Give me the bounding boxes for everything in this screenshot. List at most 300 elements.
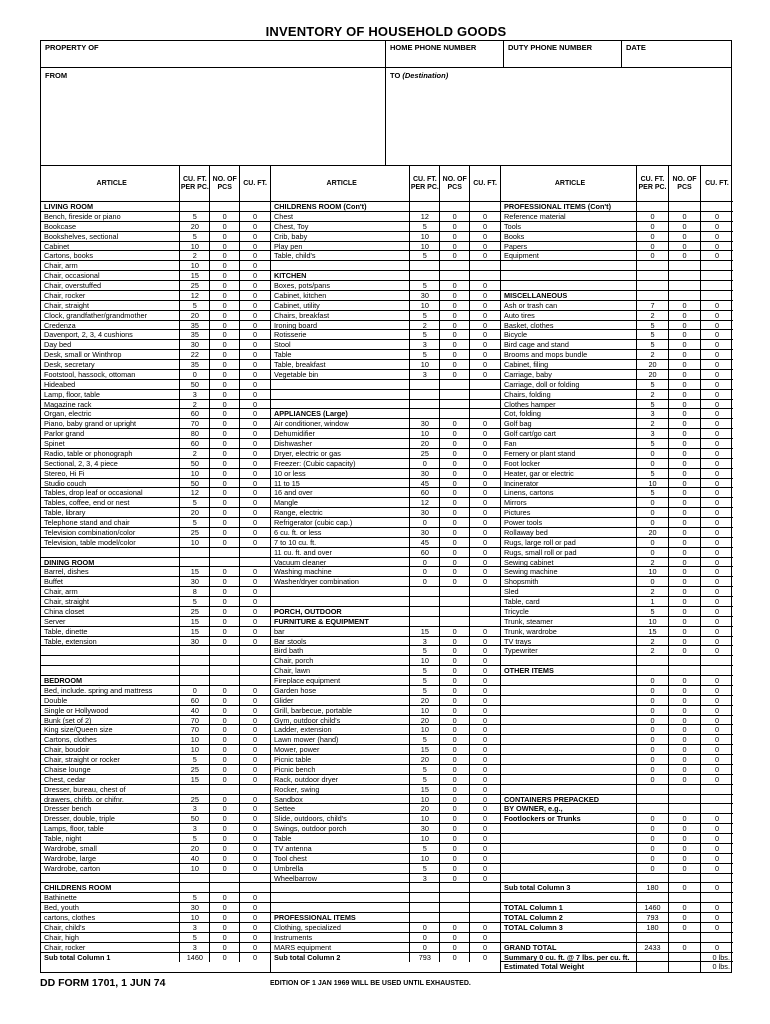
no-of-pcs-cell[interactable]: 0 <box>210 716 240 725</box>
no-of-pcs-cell[interactable]: 0 <box>669 646 701 655</box>
no-of-pcs-cell[interactable] <box>669 953 701 962</box>
cu-ft-per-pc-cell <box>637 933 669 942</box>
no-of-pcs-cell[interactable]: 0 <box>669 449 701 458</box>
article-cell <box>501 745 637 754</box>
no-of-pcs-cell[interactable]: 0 <box>669 370 701 379</box>
no-of-pcs-cell[interactable]: 0 <box>210 390 240 399</box>
no-of-pcs-cell[interactable]: 0 <box>210 567 240 576</box>
no-of-pcs-cell[interactable]: 0 <box>669 508 701 517</box>
no-of-pcs-cell[interactable]: 0 <box>669 735 701 744</box>
no-of-pcs-cell[interactable] <box>669 874 701 883</box>
no-of-pcs-cell[interactable]: 0 <box>669 725 701 734</box>
no-of-pcs-cell[interactable] <box>669 656 701 665</box>
no-of-pcs-cell[interactable]: 0 <box>669 212 701 221</box>
no-of-pcs-cell[interactable]: 0 <box>210 439 240 448</box>
no-of-pcs-cell[interactable] <box>440 597 470 606</box>
no-of-pcs-cell[interactable]: 0 <box>440 656 470 665</box>
no-of-pcs-cell[interactable] <box>210 558 240 567</box>
cu-ft-per-pc-cell: 0 <box>637 498 669 507</box>
no-of-pcs-cell[interactable]: 0 <box>210 498 240 507</box>
no-of-pcs-cell[interactable]: 0 <box>210 419 240 428</box>
no-of-pcs-cell[interactable]: 0 <box>669 498 701 507</box>
no-of-pcs-cell[interactable]: 0 <box>210 923 240 932</box>
no-of-pcs-cell[interactable]: 0 <box>669 834 701 843</box>
no-of-pcs-cell[interactable] <box>440 587 470 596</box>
no-of-pcs-cell[interactable]: 0 <box>440 498 470 507</box>
from-field[interactable] <box>41 68 386 165</box>
no-of-pcs-cell[interactable]: 0 <box>669 864 701 873</box>
no-of-pcs-cell[interactable] <box>440 380 470 389</box>
cu-ft-cell: 0 <box>483 478 488 488</box>
no-of-pcs-cell[interactable]: 0 <box>210 251 240 260</box>
no-of-pcs-cell[interactable]: 0 <box>210 933 240 942</box>
cu-ft-cell: 0 <box>253 330 258 340</box>
no-of-pcs-cell[interactable]: 0 <box>440 725 470 734</box>
no-of-pcs-cell[interactable]: 0 <box>210 291 240 300</box>
no-of-pcs-cell[interactable]: 0 <box>669 439 701 448</box>
no-of-pcs-cell[interactable]: 0 <box>210 755 240 764</box>
no-of-pcs-cell[interactable] <box>669 666 701 675</box>
cu-ft-per-pc-cell: 0 <box>637 735 669 744</box>
no-of-pcs-cell[interactable]: 0 <box>669 469 701 478</box>
no-of-pcs-cell[interactable]: 0 <box>440 795 470 804</box>
no-of-pcs-cell[interactable]: 0 <box>669 548 701 557</box>
no-of-pcs-cell[interactable]: 0 <box>440 538 470 547</box>
no-of-pcs-cell[interactable]: 0 <box>440 706 470 715</box>
no-of-pcs-cell[interactable]: 0 <box>210 597 240 606</box>
no-of-pcs-cell[interactable] <box>669 933 701 942</box>
no-of-pcs-cell[interactable] <box>210 202 240 211</box>
no-of-pcs-cell[interactable]: 0 <box>440 469 470 478</box>
inventory-row <box>41 893 270 903</box>
no-of-pcs-cell[interactable]: 0 <box>669 409 701 418</box>
no-of-pcs-cell[interactable]: 0 <box>669 686 701 695</box>
no-of-pcs-cell[interactable]: 0 <box>210 844 240 853</box>
cu-ft-per-pc-cell <box>180 874 210 883</box>
no-of-pcs-cell[interactable]: 0 <box>210 795 240 804</box>
no-of-pcs-cell[interactable]: 0 <box>210 311 240 320</box>
no-of-pcs-cell[interactable]: 0 <box>669 528 701 537</box>
no-of-pcs-cell[interactable]: 0 <box>440 301 470 310</box>
inventory-row <box>41 854 270 864</box>
no-of-pcs-cell[interactable] <box>440 400 470 409</box>
no-of-pcs-cell[interactable]: 0 <box>440 676 470 685</box>
no-of-pcs-cell[interactable]: 0 <box>210 775 240 784</box>
no-of-pcs-cell[interactable]: 0 <box>440 232 470 241</box>
cu-ft-per-pc-cell: 15 <box>410 745 440 754</box>
no-of-pcs-cell[interactable]: 0 <box>440 242 470 251</box>
no-of-pcs-cell[interactable]: 0 <box>669 627 701 636</box>
no-of-pcs-cell[interactable]: 0 <box>440 360 470 369</box>
inventory-row <box>41 874 270 884</box>
cu-ft-per-pc-cell: 10 <box>180 735 210 744</box>
no-of-pcs-cell[interactable]: 0 <box>669 380 701 389</box>
no-of-pcs-cell[interactable] <box>440 903 470 912</box>
no-of-pcs-cell[interactable]: 0 <box>669 607 701 616</box>
no-of-pcs-cell[interactable]: 0 <box>669 745 701 754</box>
no-of-pcs-cell[interactable]: 0 <box>440 311 470 320</box>
no-of-pcs-cell[interactable] <box>669 281 701 290</box>
to-field[interactable] <box>386 68 731 165</box>
home-phone-field[interactable] <box>386 41 504 67</box>
no-of-pcs-cell[interactable]: 0 <box>669 222 701 231</box>
no-of-pcs-cell[interactable]: 0 <box>210 587 240 596</box>
no-of-pcs-cell[interactable]: 0 <box>669 706 701 715</box>
no-of-pcs-cell[interactable]: 0 <box>669 400 701 409</box>
no-of-pcs-cell[interactable]: 0 <box>440 528 470 537</box>
no-of-pcs-cell[interactable]: 0 <box>440 765 470 774</box>
no-of-pcs-cell[interactable]: 0 <box>440 933 470 942</box>
inventory-row <box>41 291 270 301</box>
article-header: ARTICLE <box>41 166 180 201</box>
cu-ft-per-pc-cell: 7 <box>637 301 669 310</box>
no-of-pcs-cell[interactable] <box>440 271 470 280</box>
no-of-pcs-cell[interactable] <box>440 261 470 270</box>
no-of-pcs-cell[interactable]: 0 <box>210 479 240 488</box>
inventory-row <box>501 785 733 795</box>
no-of-pcs-cell[interactable]: 0 <box>669 587 701 596</box>
no-of-pcs-cell[interactable]: 0 <box>440 548 470 557</box>
no-of-pcs-cell[interactable]: 0 <box>210 528 240 537</box>
no-of-pcs-cell[interactable]: 0 <box>440 735 470 744</box>
article-cell: Foot locker <box>501 459 637 468</box>
no-of-pcs-cell[interactable]: 0 <box>210 360 240 369</box>
no-of-pcs-cell[interactable]: 0 <box>210 271 240 280</box>
no-of-pcs-cell[interactable]: 0 <box>440 814 470 823</box>
no-of-pcs-cell[interactable]: 0 <box>440 943 470 952</box>
no-of-pcs-cell[interactable]: 0 <box>210 340 240 349</box>
no-of-pcs-cell[interactable]: 0 <box>440 627 470 636</box>
no-of-pcs-cell[interactable]: 0 <box>669 814 701 823</box>
no-of-pcs-cell[interactable] <box>210 656 240 665</box>
no-of-pcs-cell[interactable]: 0 <box>440 834 470 843</box>
cu-ft-per-pc-cell: 0 <box>637 459 669 468</box>
no-of-pcs-cell[interactable]: 0 <box>440 824 470 833</box>
no-of-pcs-cell[interactable]: 0 <box>210 814 240 823</box>
duty-phone-field[interactable] <box>504 41 622 67</box>
no-of-pcs-cell[interactable]: 0 <box>210 508 240 517</box>
no-of-pcs-cell[interactable]: 0 <box>210 350 240 359</box>
inventory-row <box>41 745 270 755</box>
no-of-pcs-cell[interactable] <box>210 548 240 557</box>
article-cell: Glider <box>271 696 410 705</box>
cu-ft-cell: 0 <box>714 251 720 261</box>
inventory-row <box>271 696 500 706</box>
no-of-pcs-cell[interactable]: 0 <box>669 301 701 310</box>
no-of-pcs-cell[interactable]: 0 <box>210 301 240 310</box>
no-of-pcs-cell[interactable]: 0 <box>440 281 470 290</box>
no-of-pcs-cell[interactable]: 0 <box>210 617 240 626</box>
no-of-pcs-cell[interactable]: 0 <box>669 242 701 251</box>
no-of-pcs-cell[interactable]: 0 <box>440 479 470 488</box>
article-cell: Pictures <box>501 508 637 517</box>
no-of-pcs-cell[interactable]: 0 <box>210 854 240 863</box>
no-of-pcs-cell[interactable]: 0 <box>440 577 470 586</box>
cu-ft-cell: 0 <box>714 518 720 527</box>
cu-ft-cell: 0 <box>253 705 258 715</box>
cu-ft-per-pc-cell: 30 <box>410 508 440 517</box>
no-of-pcs-cell[interactable]: 0 <box>210 400 240 409</box>
no-of-pcs-cell[interactable]: 0 <box>210 745 240 754</box>
no-of-pcs-cell[interactable]: 0 <box>210 281 240 290</box>
no-of-pcs-cell[interactable] <box>440 883 470 892</box>
no-of-pcs-cell[interactable]: 0 <box>669 903 701 912</box>
article-cell <box>271 883 410 892</box>
no-of-pcs-cell[interactable]: 0 <box>669 577 701 586</box>
no-of-pcs-cell[interactable]: 0 <box>210 824 240 833</box>
article-cell: Bird cage and stand <box>501 340 637 349</box>
cu-ft-cell: 0 <box>253 755 258 764</box>
no-of-pcs-cell[interactable]: 0 <box>210 321 240 330</box>
no-of-pcs-cell[interactable]: 0 <box>440 508 470 517</box>
no-of-pcs-cell[interactable]: 0 <box>440 567 470 576</box>
no-of-pcs-cell[interactable]: 0 <box>210 893 240 902</box>
no-of-pcs-cell[interactable]: 0 <box>669 716 701 725</box>
no-of-pcs-cell[interactable] <box>669 804 701 813</box>
no-of-pcs-cell[interactable]: 0 <box>669 558 701 567</box>
article-cell: Chair, straight <box>41 597 180 606</box>
no-of-pcs-cell[interactable] <box>669 202 701 211</box>
no-of-pcs-cell[interactable]: 0 <box>440 785 470 794</box>
no-of-pcs-cell[interactable] <box>210 676 240 685</box>
no-of-pcs-cell[interactable] <box>440 913 470 922</box>
no-of-pcs-cell[interactable]: 0 <box>210 725 240 734</box>
article-cell: KITCHEN <box>271 271 410 280</box>
no-of-pcs-cell[interactable]: 0 <box>440 646 470 655</box>
no-of-pcs-cell[interactable] <box>440 390 470 399</box>
no-of-pcs-cell[interactable] <box>669 795 701 804</box>
no-of-pcs-cell[interactable]: 0 <box>669 419 701 428</box>
no-of-pcs-cell[interactable]: 0 <box>669 854 701 863</box>
no-of-pcs-cell[interactable]: 0 <box>440 291 470 300</box>
cu-ft-cell <box>701 271 733 280</box>
no-of-pcs-cell[interactable]: 0 <box>210 242 240 251</box>
no-of-pcs-cell[interactable]: 0 <box>440 864 470 873</box>
no-of-pcs-cell[interactable]: 0 <box>669 488 701 497</box>
no-of-pcs-cell[interactable] <box>669 261 701 270</box>
no-of-pcs-cell[interactable]: 0 <box>440 745 470 754</box>
inventory-row <box>501 291 733 301</box>
no-of-pcs-cell[interactable]: 0 <box>440 953 470 963</box>
no-of-pcs-cell[interactable]: 0 <box>440 755 470 764</box>
no-of-pcs-cell[interactable]: 0 <box>669 518 701 527</box>
no-of-pcs-cell[interactable] <box>210 666 240 675</box>
no-of-pcs-cell[interactable]: 0 <box>210 518 240 527</box>
no-of-pcs-cell[interactable]: 0 <box>210 706 240 715</box>
no-of-pcs-cell[interactable]: 0 <box>669 844 701 853</box>
no-of-pcs-cell[interactable]: 0 <box>210 449 240 458</box>
cu-ft-per-pc-cell: 0 <box>637 864 669 873</box>
no-of-pcs-cell[interactable]: 0 <box>440 804 470 813</box>
no-of-pcs-cell[interactable]: 0 <box>440 321 470 330</box>
no-of-pcs-cell[interactable]: 0 <box>440 449 470 458</box>
property-of-field[interactable] <box>41 41 386 67</box>
cu-ft-per-pc-cell <box>410 271 440 280</box>
no-of-pcs-cell[interactable]: 0 <box>440 874 470 883</box>
no-of-pcs-cell[interactable] <box>669 962 701 972</box>
no-of-pcs-cell[interactable]: 0 <box>440 488 470 497</box>
no-of-pcs-cell[interactable]: 0 <box>669 429 701 438</box>
no-of-pcs-cell[interactable] <box>440 893 470 902</box>
no-of-pcs-cell[interactable]: 0 <box>440 429 470 438</box>
no-of-pcs-cell[interactable]: 0 <box>669 321 701 330</box>
no-of-pcs-cell[interactable]: 0 <box>669 340 701 349</box>
no-of-pcs-cell[interactable]: 0 <box>210 429 240 438</box>
no-of-pcs-cell[interactable]: 0 <box>440 251 470 260</box>
no-of-pcs-cell[interactable]: 0 <box>440 716 470 725</box>
no-of-pcs-cell[interactable]: 0 <box>440 350 470 359</box>
inventory-row <box>501 567 733 577</box>
inventory-row <box>271 360 500 370</box>
no-of-pcs-cell[interactable]: 0 <box>440 439 470 448</box>
no-of-pcs-cell[interactable]: 0 <box>210 409 240 418</box>
inventory-row <box>501 804 733 814</box>
no-of-pcs-cell[interactable]: 0 <box>440 558 470 567</box>
no-of-pcs-cell[interactable]: 0 <box>669 765 701 774</box>
inventory-row <box>271 755 500 765</box>
no-of-pcs-cell[interactable]: 0 <box>440 330 470 339</box>
inventory-row <box>271 874 500 884</box>
no-of-pcs-cell[interactable]: 0 <box>669 913 701 922</box>
inventory-row <box>271 538 500 548</box>
inventory-row <box>501 409 733 419</box>
no-of-pcs-cell[interactable]: 0 <box>669 923 701 932</box>
no-of-pcs-cell[interactable]: 0 <box>440 844 470 853</box>
no-of-pcs-cell[interactable]: 0 <box>440 775 470 784</box>
article-cell: Footstool, hassock, ottoman <box>41 370 180 379</box>
no-of-pcs-cell[interactable]: 0 <box>210 370 240 379</box>
no-of-pcs-cell[interactable]: 0 <box>440 696 470 705</box>
no-of-pcs-cell[interactable]: 0 <box>210 804 240 813</box>
inventory-row <box>501 251 733 261</box>
no-of-pcs-cell[interactable]: 0 <box>440 370 470 379</box>
no-of-pcs-cell[interactable]: 0 <box>669 330 701 339</box>
no-of-pcs-cell[interactable]: 0 <box>440 923 470 932</box>
no-of-pcs-cell[interactable]: 0 <box>210 686 240 695</box>
no-of-pcs-cell[interactable]: 0 <box>669 479 701 488</box>
no-of-pcs-cell[interactable]: 0 <box>669 883 701 892</box>
no-of-pcs-cell[interactable]: 0 <box>669 597 701 606</box>
no-of-pcs-cell[interactable]: 0 <box>669 390 701 399</box>
no-of-pcs-cell[interactable]: 0 <box>440 637 470 646</box>
no-of-pcs-cell[interactable]: 0 <box>210 864 240 873</box>
no-of-pcs-cell[interactable]: 0 <box>440 459 470 468</box>
no-of-pcs-cell[interactable]: 0 <box>210 330 240 339</box>
article-cell: Equipment <box>501 251 637 260</box>
no-of-pcs-cell[interactable] <box>440 617 470 626</box>
no-of-pcs-cell[interactable]: 0 <box>210 903 240 912</box>
no-of-pcs-cell[interactable]: 0 <box>440 518 470 527</box>
no-of-pcs-cell[interactable]: 0 <box>440 212 470 221</box>
date-field[interactable] <box>622 41 731 67</box>
no-of-pcs-cell[interactable] <box>440 409 470 418</box>
no-of-pcs-cell[interactable]: 0 <box>210 943 240 952</box>
no-of-pcs-cell[interactable]: 0 <box>210 637 240 646</box>
no-of-pcs-cell[interactable]: 0 <box>669 824 701 833</box>
no-of-pcs-cell[interactable]: 0 <box>669 775 701 784</box>
no-of-pcs-cell[interactable]: 0 <box>440 854 470 863</box>
no-of-pcs-cell[interactable]: 0 <box>669 676 701 685</box>
no-of-pcs-cell[interactable]: 0 <box>210 212 240 221</box>
no-of-pcs-cell[interactable]: 0 <box>669 755 701 764</box>
no-of-pcs-cell[interactable]: 0 <box>210 538 240 547</box>
no-of-pcs-cell[interactable]: 0 <box>210 222 240 231</box>
no-of-pcs-cell[interactable]: 0 <box>210 953 240 963</box>
no-of-pcs-cell[interactable] <box>440 607 470 616</box>
no-of-pcs-cell[interactable]: 0 <box>210 735 240 744</box>
no-of-pcs-cell[interactable]: 0 <box>669 251 701 260</box>
no-of-pcs-cell[interactable]: 0 <box>440 419 470 428</box>
no-of-pcs-cell[interactable]: 0 <box>440 340 470 349</box>
no-of-pcs-cell[interactable]: 0 <box>210 607 240 616</box>
no-of-pcs-cell[interactable]: 0 <box>440 222 470 231</box>
no-of-pcs-cell[interactable] <box>440 202 470 211</box>
no-of-pcs-cell[interactable]: 0 <box>210 627 240 636</box>
no-of-pcs-cell[interactable] <box>210 646 240 655</box>
no-of-pcs-cell[interactable]: 0 <box>210 834 240 843</box>
cu-ft-per-pc-cell: 2 <box>180 400 210 409</box>
cu-ft-per-pc-cell: 2 <box>410 321 440 330</box>
no-of-pcs-cell[interactable]: 0 <box>669 360 701 369</box>
no-of-pcs-cell[interactable]: 0 <box>669 232 701 241</box>
no-of-pcs-cell[interactable]: 0 <box>210 913 240 922</box>
cu-ft-per-pc-cell: 50 <box>180 459 210 468</box>
no-of-pcs-cell[interactable]: 0 <box>210 765 240 774</box>
no-of-pcs-cell[interactable]: 0 <box>210 232 240 241</box>
no-of-pcs-cell[interactable]: 0 <box>669 311 701 320</box>
no-of-pcs-cell[interactable] <box>210 785 240 794</box>
cu-ft-cell: 0 <box>714 399 720 409</box>
cu-ft-per-pc-cell: 20 <box>410 696 440 705</box>
no-of-pcs-cell[interactable] <box>669 785 701 794</box>
no-of-pcs-cell[interactable]: 0 <box>210 696 240 705</box>
no-of-pcs-cell[interactable]: 0 <box>210 261 240 270</box>
no-of-pcs-cell[interactable] <box>669 271 701 280</box>
no-of-pcs-cell[interactable]: 0 <box>669 617 701 626</box>
no-of-pcs-cell[interactable]: 0 <box>210 469 240 478</box>
inventory-row <box>501 558 733 568</box>
inventory-row <box>41 943 270 953</box>
article-cell: CONTAINERS PREPACKED <box>501 795 637 804</box>
no-of-pcs-cell[interactable]: 0 <box>669 637 701 646</box>
cu-ft-per-pc-cell: 0 <box>637 844 669 853</box>
no-of-pcs-cell[interactable]: 0 <box>440 666 470 675</box>
inventory-row <box>41 311 270 321</box>
cu-ft-per-pc-cell: 3 <box>180 923 210 932</box>
no-of-pcs-cell[interactable]: 0 <box>669 459 701 468</box>
no-of-pcs-cell[interactable]: 0 <box>669 350 701 359</box>
no-of-pcs-cell[interactable]: 0 <box>210 488 240 497</box>
no-of-pcs-cell[interactable] <box>210 883 240 892</box>
no-of-pcs-cell[interactable]: 0 <box>669 943 701 952</box>
no-of-pcs-cell[interactable]: 0 <box>669 696 701 705</box>
no-of-pcs-cell[interactable]: 0 <box>440 686 470 695</box>
no-of-pcs-cell[interactable] <box>669 893 701 902</box>
no-of-pcs-cell[interactable]: 0 <box>210 380 240 389</box>
no-of-pcs-cell[interactable]: 0 <box>669 538 701 547</box>
inventory-row <box>271 469 500 479</box>
inventory-row <box>271 656 500 666</box>
article-cell: 11 cu. ft. and over <box>271 548 410 557</box>
no-of-pcs-cell[interactable]: 0 <box>669 567 701 576</box>
inventory-row <box>501 212 733 222</box>
no-of-pcs-cell[interactable]: 0 <box>210 577 240 586</box>
no-of-pcs-cell[interactable]: 0 <box>210 459 240 468</box>
inventory-row <box>501 350 733 360</box>
no-of-pcs-cell[interactable] <box>210 874 240 883</box>
no-of-pcs-cell[interactable] <box>669 291 701 300</box>
article-cell: PROFESSIONAL ITEMS (Con't) <box>501 202 637 211</box>
